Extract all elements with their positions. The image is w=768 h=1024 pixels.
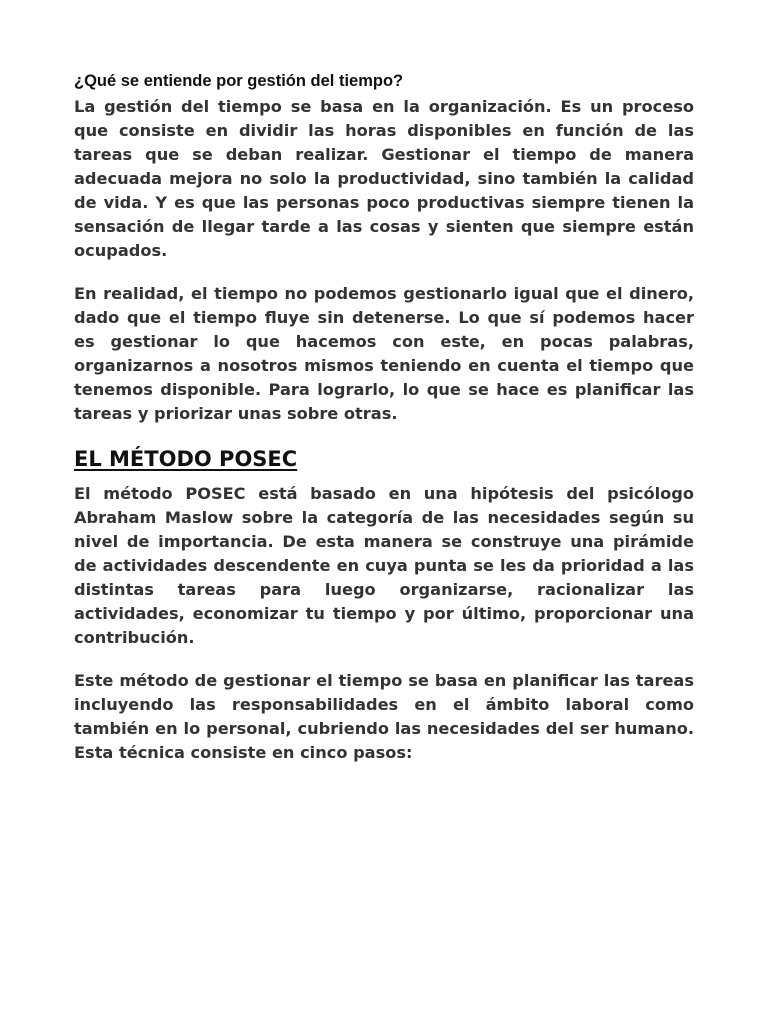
section-heading: EL MÉTODO POSEC — [74, 447, 298, 471]
document-page — [74, 70, 694, 784]
paragraph-intro-1: La gestión del tiempo se basa en la organización. Es un proceso que consiste en dividir las horas disponibles en función de las tareas que se deban realizar. Gestionar el tiempo de manera adecuada mejora no solo la productividad, sino también la calidad de vida. Y es que las personas poco productivas siempre tienen la sensación de llegar tarde a las cosas y sienten que siempre están ocupados. — [74, 97, 694, 260]
paragraph-posec-2: Este método de gestionar el tiempo se basa en planificar las tareas incluyendo las responsabilidades en el ámbito laboral como también en lo personal, cubriendo las necesidades del ser humano. Esta técnica consiste en cinco pasos: — [74, 671, 694, 762]
paragraph-posec-1: El método POSEC está basado en una hipótesis del psicólogo Abraham Maslow sobre la categoría de las necesidades según su nivel de importancia. De esta manera se construye una pirámide de actividades descendente en cuya punta se les da prioridad a las distintas tareas para luego organizarse, racionalizar las actividades, economizar tu tiempo y por último, proporcionar una contribución. — [74, 484, 694, 647]
question-heading: ¿Qué se entiende por gestión del tiempo? — [74, 72, 404, 90]
paragraph-intro-2: En realidad, el tiempo no podemos gestionarlo igual que el dinero, dado que el tiempo fluye sin detenerse. Lo que sí podemos hacer es gestionar lo que hacemos con este, en pocas palabras, organizarnos a nosotros mismos teniendo en cuenta el tiempo que tenemos disponible. Para lograrlo, lo que se hace es planificar las tareas y priorizar unas sobre otras. — [74, 284, 694, 423]
